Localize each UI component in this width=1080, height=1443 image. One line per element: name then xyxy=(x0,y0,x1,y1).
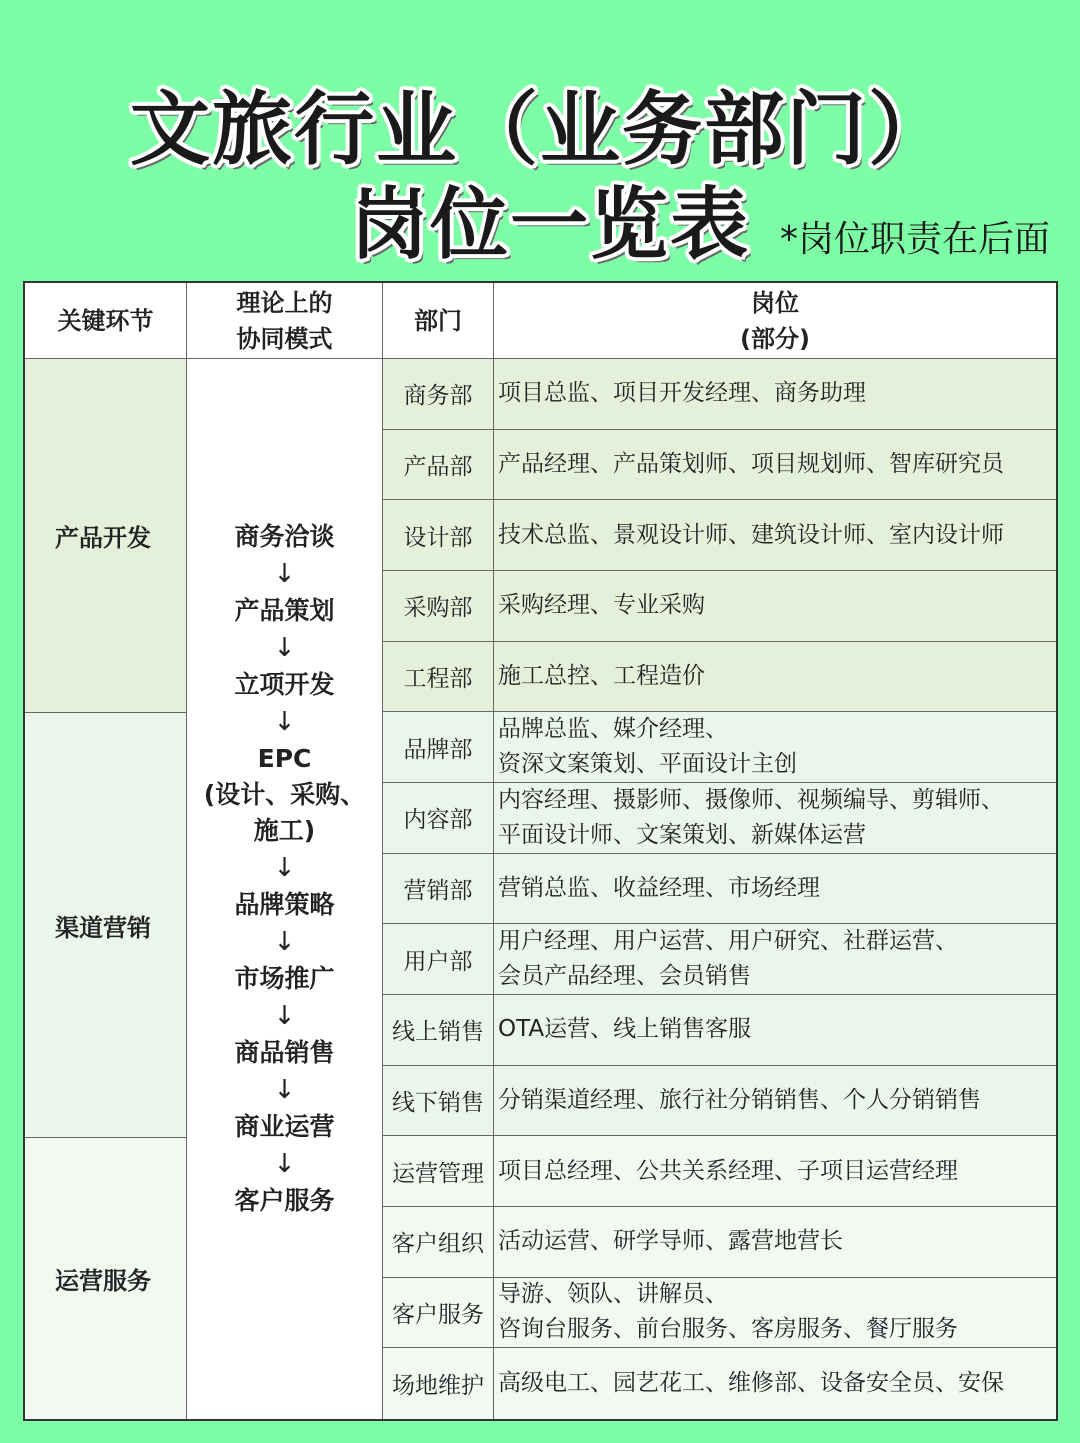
flow-arrow-icon: ↓ xyxy=(273,927,296,957)
header-positions-line2: (部分) xyxy=(740,324,810,353)
flow-step: 品牌策略 xyxy=(234,890,335,919)
dept-label: 营销部 xyxy=(403,877,473,904)
flow-step-detail: (设计、采购、 xyxy=(203,780,366,809)
header-stage xyxy=(25,283,187,359)
header-dept-label: 部门 xyxy=(414,306,462,335)
dept-cell xyxy=(383,500,494,571)
page-title: 文旅行业（业务部门） xyxy=(130,83,950,176)
dept-label: 运营管理 xyxy=(392,1160,484,1187)
note-text: *岗位职责在后面 xyxy=(780,219,1051,260)
dept-label: 客户组织 xyxy=(392,1231,484,1258)
stage-label: 渠道营销 xyxy=(55,913,151,942)
positions-line: 项目总经理、公共关系经理、子项目运营经理 xyxy=(498,1157,958,1184)
positions-cell xyxy=(494,783,1056,854)
dept-label: 工程部 xyxy=(403,665,473,692)
flow-step: 产品策划 xyxy=(234,596,335,625)
flow-step: EPC xyxy=(257,744,312,773)
flow-step-detail: 施工) xyxy=(253,816,316,845)
collaboration-flow xyxy=(187,359,383,1419)
header-positions-line1: 岗位 xyxy=(751,288,799,317)
dept-label: 线上销售 xyxy=(392,1019,484,1046)
positions-line: 项目总监、项目开发经理、商务助理 xyxy=(498,380,866,407)
positions-cell xyxy=(494,995,1056,1066)
positions-cell xyxy=(494,1348,1056,1419)
dept-cell xyxy=(383,924,494,995)
dept-cell xyxy=(383,783,494,854)
stage-product-development xyxy=(25,359,187,713)
positions-cell xyxy=(494,500,1056,571)
positions-table xyxy=(23,281,1058,1421)
header-mode-line1: 理论上的 xyxy=(236,288,333,317)
positions-cell xyxy=(494,924,1056,995)
dept-label: 场地维护 xyxy=(392,1373,484,1400)
dept-cell xyxy=(383,854,494,925)
positions-line: 施工总控、工程造价 xyxy=(498,662,705,689)
positions-cell xyxy=(494,1207,1056,1278)
flow-arrow-icon: ↓ xyxy=(273,1149,296,1179)
positions-cell xyxy=(494,430,1056,501)
positions-line: 会员产品经理、会员销售 xyxy=(498,963,751,990)
stage-channel-marketing xyxy=(25,713,187,1138)
flow-arrow-icon: ↓ xyxy=(273,707,296,737)
positions-line: 咨询台服务、前台服务、客房服务、餐厅服务 xyxy=(498,1316,958,1343)
positions-cell xyxy=(494,712,1056,783)
stage-label: 产品开发 xyxy=(55,524,151,552)
flow-arrow-icon: ↓ xyxy=(273,633,296,663)
dept-label: 线下销售 xyxy=(392,1089,484,1116)
positions-line: 内容经理、摄影师、摄像师、视频编导、剪辑师、 xyxy=(498,786,1004,813)
flow-arrow-icon: ↓ xyxy=(273,559,296,589)
positions-line: 分销渠道经理、旅行社分销销售、个人分销销售 xyxy=(498,1086,981,1113)
dept-label: 用户部 xyxy=(403,948,473,975)
positions-line: 用户经理、用户运营、用户研究、社群运营、 xyxy=(498,928,958,955)
positions-line: 活动运营、研学导师、露营地营长 xyxy=(498,1228,843,1255)
positions-line: 高级电工、园艺花工、维修部、设备安全员、安保 xyxy=(498,1370,1004,1397)
dept-cell xyxy=(383,1278,494,1349)
positions-cell xyxy=(494,854,1056,925)
header-positions xyxy=(494,283,1056,359)
dept-label: 设计部 xyxy=(403,524,473,551)
positions-line: 产品经理、产品策划师、项目规划师、智库研究员 xyxy=(498,450,1004,477)
dept-cell xyxy=(383,571,494,642)
positions-line: 品牌总监、媒介经理、 xyxy=(498,716,728,743)
dept-cell xyxy=(383,1348,494,1419)
flow-step: 市场推广 xyxy=(234,964,335,993)
header-stage-label: 关键环节 xyxy=(57,306,154,335)
positions-cell xyxy=(494,642,1056,713)
flow-step: 商业运营 xyxy=(234,1112,335,1141)
flow-step: 客户服务 xyxy=(234,1186,335,1215)
dept-label: 客户服务 xyxy=(392,1301,484,1328)
positions-line: 采购经理、专业采购 xyxy=(498,592,705,619)
flow-arrow-icon: ↓ xyxy=(273,853,296,883)
dept-cell xyxy=(383,1136,494,1207)
header-mode xyxy=(187,283,383,359)
positions-line: 资深文案策划、平面设计主创 xyxy=(498,751,797,778)
dept-cell xyxy=(383,642,494,713)
dept-label: 采购部 xyxy=(403,595,473,622)
dept-cell xyxy=(383,1207,494,1278)
flow-step: 商品销售 xyxy=(234,1038,335,1067)
flow-step: 立项开发 xyxy=(234,670,335,699)
header-mode-line2: 协同模式 xyxy=(236,324,333,353)
positions-line: OTA运营、线上销售客服 xyxy=(498,1016,752,1043)
flow-step: 商务洽谈 xyxy=(234,522,335,551)
flow-arrow-icon: ↓ xyxy=(273,1001,296,1031)
positions-line: 平面设计师、文案策划、新媒体运营 xyxy=(498,821,866,848)
flow-arrow-icon: ↓ xyxy=(273,1075,296,1105)
header-dept xyxy=(383,283,494,359)
dept-cell xyxy=(383,359,494,430)
dept-cell xyxy=(383,430,494,501)
positions-cell xyxy=(494,571,1056,642)
dept-label: 商务部 xyxy=(403,383,473,410)
positions-line: 导游、领队、讲解员、 xyxy=(498,1281,728,1308)
positions-line: 技术总监、景观设计师、建筑设计师、室内设计师 xyxy=(498,521,1004,548)
page-subtitle: 岗位一览表 xyxy=(350,180,751,270)
positions-cell xyxy=(494,359,1056,430)
stage-label: 运营服务 xyxy=(55,1267,151,1295)
dept-cell xyxy=(383,1066,494,1137)
stage-operations-service xyxy=(25,1138,187,1419)
dept-cell xyxy=(383,712,494,783)
dept-cell xyxy=(383,995,494,1066)
dept-label: 产品部 xyxy=(403,453,473,480)
dept-label: 品牌部 xyxy=(403,736,473,763)
positions-cell xyxy=(494,1278,1056,1349)
positions-cell xyxy=(494,1136,1056,1207)
dept-label: 内容部 xyxy=(403,807,473,834)
positions-line: 营销总监、收益经理、市场经理 xyxy=(498,874,820,901)
positions-cell xyxy=(494,1066,1056,1137)
